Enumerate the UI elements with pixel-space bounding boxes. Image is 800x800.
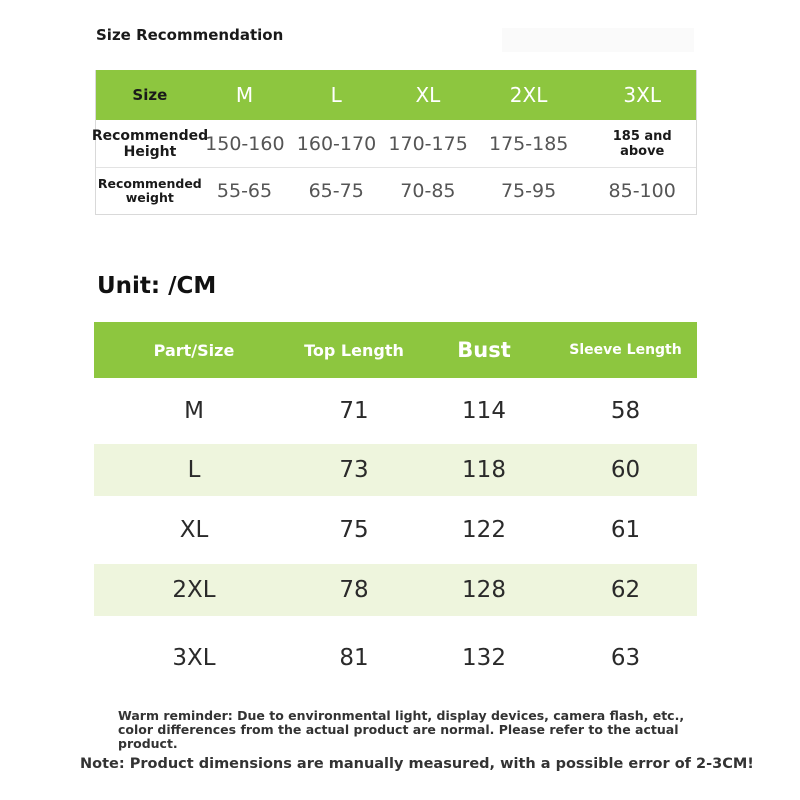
- recommendation-header-row: [96, 70, 696, 120]
- weight-cell-3xl: 85-100: [608, 180, 676, 202]
- weight-cell-l: 65-75: [308, 180, 364, 202]
- size-cell: XL: [179, 517, 209, 543]
- recommended-weight-row: [96, 168, 696, 214]
- sleeve-length-cell: 63: [610, 645, 641, 671]
- top-length-cell: 81: [339, 645, 369, 671]
- sleeve-length-header: Sleeve Length: [569, 342, 682, 358]
- table-row: [94, 616, 697, 700]
- size-cell: M: [184, 398, 204, 424]
- top-length-cell: 71: [339, 398, 369, 424]
- unit-label: Unit: /CM: [97, 273, 217, 299]
- sleeve-length-cell: 62: [610, 577, 641, 603]
- height-cell-xl: 170-175: [388, 132, 468, 155]
- size-recommendation-title: Size Recommendation: [96, 26, 284, 44]
- size-header-2xl: 2XL: [509, 83, 548, 107]
- top-length-cell: 73: [339, 457, 369, 483]
- size-header-label: Size: [132, 86, 168, 104]
- table-row: [94, 378, 697, 444]
- recommended-weight-label: Recommended weight: [97, 176, 202, 205]
- size-header-3xl: 3XL: [623, 83, 661, 107]
- bust-header: Bust: [457, 338, 511, 362]
- weight-cell-2xl: 75-95: [500, 180, 557, 202]
- sleeve-length-cell: 60: [610, 457, 641, 483]
- weight-cell-xl: 70-85: [400, 180, 456, 202]
- warm-reminder-text: Warm reminder: Due to environmental light, display devices, camera flash, etc., color differences from the actual product are normal. Please refer to the actual product.: [118, 708, 685, 751]
- part-size-header: Part/Size: [153, 340, 235, 360]
- top-length-cell: 75: [339, 517, 369, 543]
- table-row: [94, 564, 697, 616]
- measurement-note-text: Note: Product dimensions are manually measured, with a possible error of 2-3CM!: [80, 756, 754, 772]
- recommended-height-row: [91, 120, 696, 168]
- size-recommendation-table: [91, 70, 697, 215]
- bust-cell: 114: [462, 398, 506, 424]
- recommended-height-label: Recommended Height: [91, 127, 209, 160]
- bust-cell: 128: [462, 577, 506, 603]
- size-header-m: M: [235, 83, 254, 107]
- top-length-header: Top Length: [304, 340, 404, 360]
- size-header-l: L: [330, 83, 342, 107]
- size-cell: 3XL: [172, 645, 216, 671]
- table-row: [94, 496, 697, 564]
- sleeve-length-cell: 61: [610, 517, 641, 543]
- table-row: [94, 444, 697, 496]
- height-cell-m: 150-160: [205, 132, 285, 155]
- measurement-header-row: [94, 322, 697, 378]
- bust-cell: 118: [462, 457, 506, 483]
- weight-cell-m: 55-65: [216, 180, 273, 202]
- measurement-table: [94, 322, 697, 700]
- bust-cell: 122: [462, 517, 506, 543]
- top-length-cell: 78: [339, 577, 369, 603]
- height-cell-l: 160-170: [296, 132, 377, 155]
- faint-placeholder-box: [502, 28, 694, 52]
- measurement-body: [94, 378, 697, 700]
- size-header-xl: XL: [415, 83, 441, 107]
- bust-cell: 132: [462, 645, 506, 671]
- height-cell-3xl: 185 and above: [612, 128, 672, 159]
- sleeve-length-cell: 58: [610, 398, 641, 424]
- size-cell: 2XL: [172, 577, 216, 603]
- size-cell: L: [187, 457, 201, 483]
- height-cell-2xl: 175-185: [489, 132, 569, 155]
